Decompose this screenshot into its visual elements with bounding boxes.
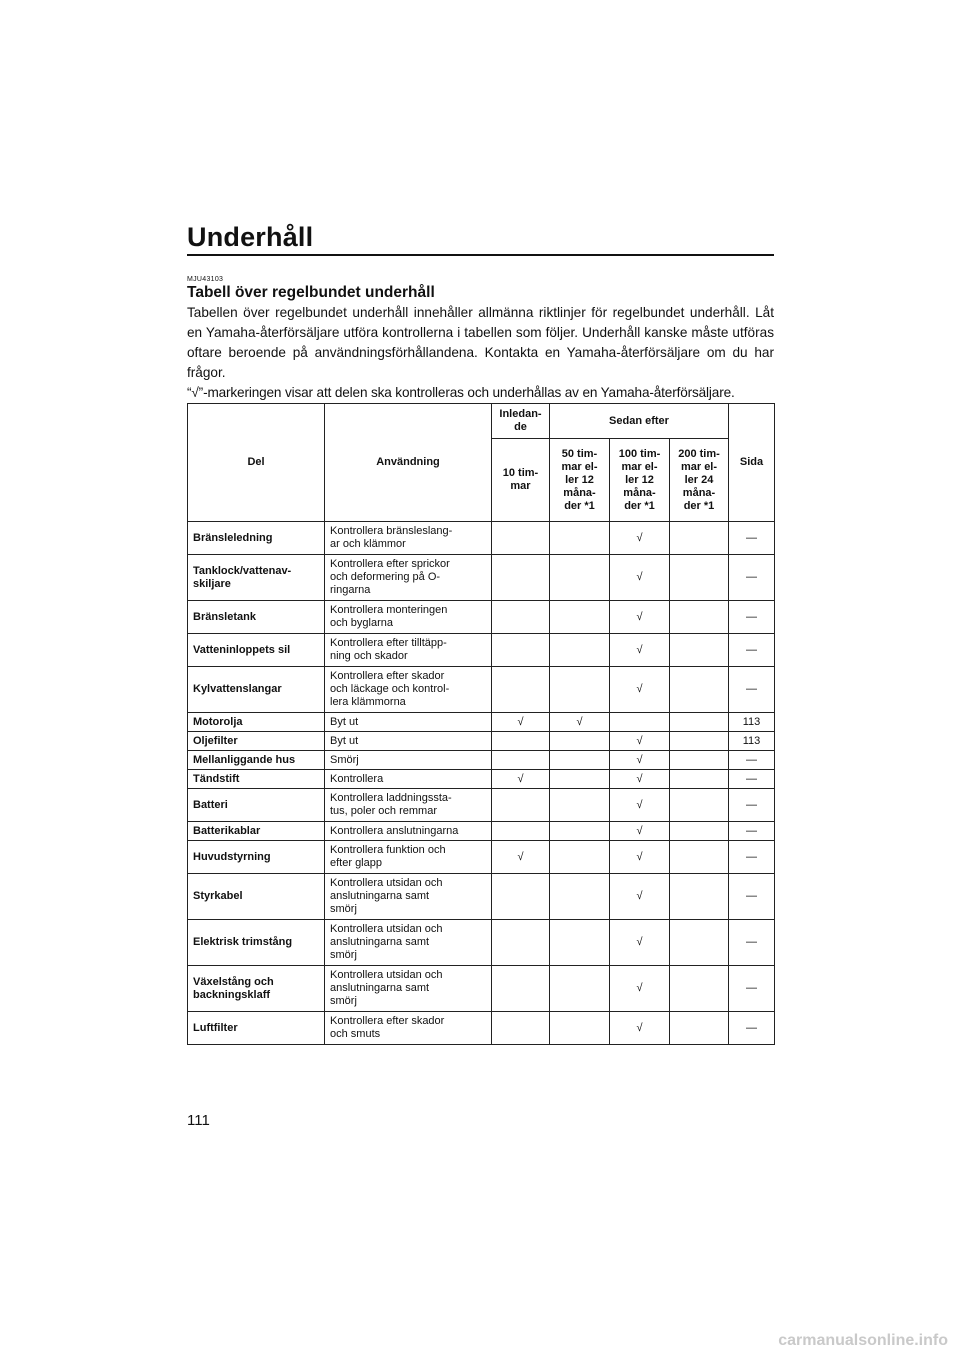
usage-cell: Kontrollera anslutningarna (325, 822, 492, 841)
header-then-after: Sedan efter (550, 404, 729, 439)
check-cell (550, 874, 610, 920)
check-cell: √ (492, 841, 550, 874)
intro-paragraph: “√”-markeringen visar att delen ska kontrolleras och underhållas av en Yamaha-återförsäljare. (187, 385, 735, 400)
check-cell (670, 555, 729, 601)
header-interval: 50 tim- mar el- ler 12 måna- der *1 (550, 439, 610, 522)
check-cell (550, 601, 610, 634)
check-cell (670, 822, 729, 841)
page-cell: — (729, 751, 775, 770)
usage-cell: Kontrollera (325, 770, 492, 789)
check-cell (550, 789, 610, 822)
usage-cell: Kontrollera funktion och efter glapp (325, 841, 492, 874)
check-cell: √ (610, 841, 670, 874)
check-cell (492, 555, 550, 601)
page-cell: — (729, 789, 775, 822)
page-cell: — (729, 522, 775, 555)
page-cell: — (729, 555, 775, 601)
part-cell: Kylvattenslangar (188, 667, 325, 713)
table-row (188, 713, 775, 732)
usage-cell: Kontrollera monteringen och byglarna (325, 601, 492, 634)
part-cell: Oljefilter (188, 732, 325, 751)
usage-cell: Kontrollera utsidan och anslutningarna samt smörj (325, 966, 492, 1012)
table-row (188, 732, 775, 751)
page-cell: — (729, 822, 775, 841)
header-part: Del (188, 404, 325, 522)
part-cell: Luftfilter (188, 1012, 325, 1045)
check-cell: √ (610, 874, 670, 920)
check-cell (670, 713, 729, 732)
check-cell (492, 789, 550, 822)
check-cell (492, 601, 550, 634)
chapter-title: Underhåll (187, 222, 314, 252)
check-cell (670, 770, 729, 789)
table-row (188, 751, 775, 770)
check-cell (670, 751, 729, 770)
check-cell (670, 841, 729, 874)
page-number: 111 (187, 1112, 210, 1129)
page-cell: — (729, 841, 775, 874)
table-row (188, 841, 775, 874)
check-cell (610, 713, 670, 732)
check-cell (492, 522, 550, 555)
page-cell: — (729, 920, 775, 966)
check-cell: √ (610, 920, 670, 966)
header-interval: 10 tim- mar (492, 439, 550, 522)
intro-paragraph: Tabellen över regelbundet underhåll innehåller allmänna riktlinjer för regelbundet underhåll. Låt en Yamaha-återförsäljare utföra kontrollerna i tabellen som följer. Underhåll kanske måste utföras oftare beroende på användningsförhållandena. Kontakta en Yamaha-återförsäljare om du har frågor. (187, 305, 774, 380)
part-cell: Växelstång och backningsklaff (188, 966, 325, 1012)
check-cell (670, 601, 729, 634)
header-interval: 100 tim- mar el- ler 12 måna- der *1 (610, 439, 670, 522)
page-cell: 113 (729, 713, 775, 732)
check-cell: √ (610, 522, 670, 555)
part-cell: Bränsletank (188, 601, 325, 634)
check-cell: √ (492, 713, 550, 732)
header-page: Sida (729, 404, 775, 522)
header-usage: Användning (325, 404, 492, 522)
check-cell (670, 634, 729, 667)
check-cell (492, 966, 550, 1012)
check-cell: √ (610, 555, 670, 601)
check-cell: √ (610, 770, 670, 789)
check-cell: √ (610, 1012, 670, 1045)
check-cell (550, 522, 610, 555)
check-cell (550, 732, 610, 751)
check-cell (492, 667, 550, 713)
chapter-rule (187, 254, 774, 256)
part-cell: Bränsleledning (188, 522, 325, 555)
check-cell (492, 822, 550, 841)
usage-cell: Kontrollera laddningssta- tus, poler och remmar (325, 789, 492, 822)
usage-cell: Kontrollera efter sprickor och deformering på O- ringarna (325, 555, 492, 601)
check-cell (550, 667, 610, 713)
table-row (188, 601, 775, 634)
page-cell: — (729, 601, 775, 634)
check-cell (670, 874, 729, 920)
page-cell: — (729, 667, 775, 713)
usage-cell: Kontrollera utsidan och anslutningarna samt smörj (325, 874, 492, 920)
table-row (188, 770, 775, 789)
check-cell: √ (610, 789, 670, 822)
check-cell (550, 966, 610, 1012)
check-cell (492, 732, 550, 751)
watermark: carmanualsonline.info (778, 1332, 948, 1349)
table-row (188, 555, 775, 601)
check-cell (550, 555, 610, 601)
table-row (188, 822, 775, 841)
usage-cell: Kontrollera efter skador och smuts (325, 1012, 492, 1045)
table-row (188, 920, 775, 966)
usage-cell: Kontrollera efter skador och läckage och kontrol- lera klämmorna (325, 667, 492, 713)
check-cell (492, 634, 550, 667)
page-cell: — (729, 966, 775, 1012)
check-cell: √ (610, 732, 670, 751)
table-row (188, 1012, 775, 1045)
page-cell: 113 (729, 732, 775, 751)
usage-cell: Kontrollera efter tilltäpp- ning och skador (325, 634, 492, 667)
usage-cell: Kontrollera utsidan och anslutningarna samt smörj (325, 920, 492, 966)
check-cell: √ (610, 634, 670, 667)
check-cell (670, 522, 729, 555)
table-row (188, 789, 775, 822)
part-cell: Elektrisk trimstång (188, 920, 325, 966)
check-cell (670, 732, 729, 751)
table-row (188, 634, 775, 667)
doc-code: MJU43103 (187, 276, 224, 283)
table-row (188, 966, 775, 1012)
check-cell (492, 751, 550, 770)
check-cell (550, 822, 610, 841)
check-cell (492, 874, 550, 920)
check-cell (670, 966, 729, 1012)
check-cell (550, 751, 610, 770)
check-cell: √ (610, 751, 670, 770)
table-body (188, 522, 775, 1045)
check-cell: √ (610, 667, 670, 713)
check-cell: √ (610, 822, 670, 841)
check-cell (670, 920, 729, 966)
part-cell: Motorolja (188, 713, 325, 732)
check-cell (492, 920, 550, 966)
table-row (188, 522, 775, 555)
part-cell: Tändstift (188, 770, 325, 789)
usage-cell: Smörj (325, 751, 492, 770)
check-cell: √ (492, 770, 550, 789)
check-cell (670, 789, 729, 822)
part-cell: Batterikablar (188, 822, 325, 841)
page-cell: — (729, 770, 775, 789)
page-cell: — (729, 1012, 775, 1045)
check-cell (670, 1012, 729, 1045)
check-cell (492, 1012, 550, 1045)
check-cell (550, 841, 610, 874)
check-cell (550, 634, 610, 667)
usage-cell: Byt ut (325, 713, 492, 732)
part-cell: Vatteninloppets sil (188, 634, 325, 667)
check-cell: √ (610, 966, 670, 1012)
table-row (188, 667, 775, 713)
part-cell: Mellanliggande hus (188, 751, 325, 770)
check-cell (670, 667, 729, 713)
maintenance-table (187, 403, 775, 1045)
page-cell: — (729, 874, 775, 920)
intro-text (187, 303, 774, 403)
check-cell (550, 920, 610, 966)
check-cell (550, 770, 610, 789)
check-cell: √ (610, 601, 670, 634)
header-initial: Inledan- de (492, 404, 550, 439)
table-row (188, 874, 775, 920)
part-cell: Styrkabel (188, 874, 325, 920)
usage-cell: Byt ut (325, 732, 492, 751)
page-cell: — (729, 634, 775, 667)
check-cell: √ (550, 713, 610, 732)
part-cell: Huvudstyrning (188, 841, 325, 874)
header-interval: 200 tim- mar el- ler 24 måna- der *1 (670, 439, 729, 522)
usage-cell: Kontrollera bränsleslang- ar och klämmor (325, 522, 492, 555)
part-cell: Batteri (188, 789, 325, 822)
section-title: Tabell över regelbundet underhåll (187, 284, 435, 301)
part-cell: Tanklock/vattenav- skiljare (188, 555, 325, 601)
check-cell (550, 1012, 610, 1045)
